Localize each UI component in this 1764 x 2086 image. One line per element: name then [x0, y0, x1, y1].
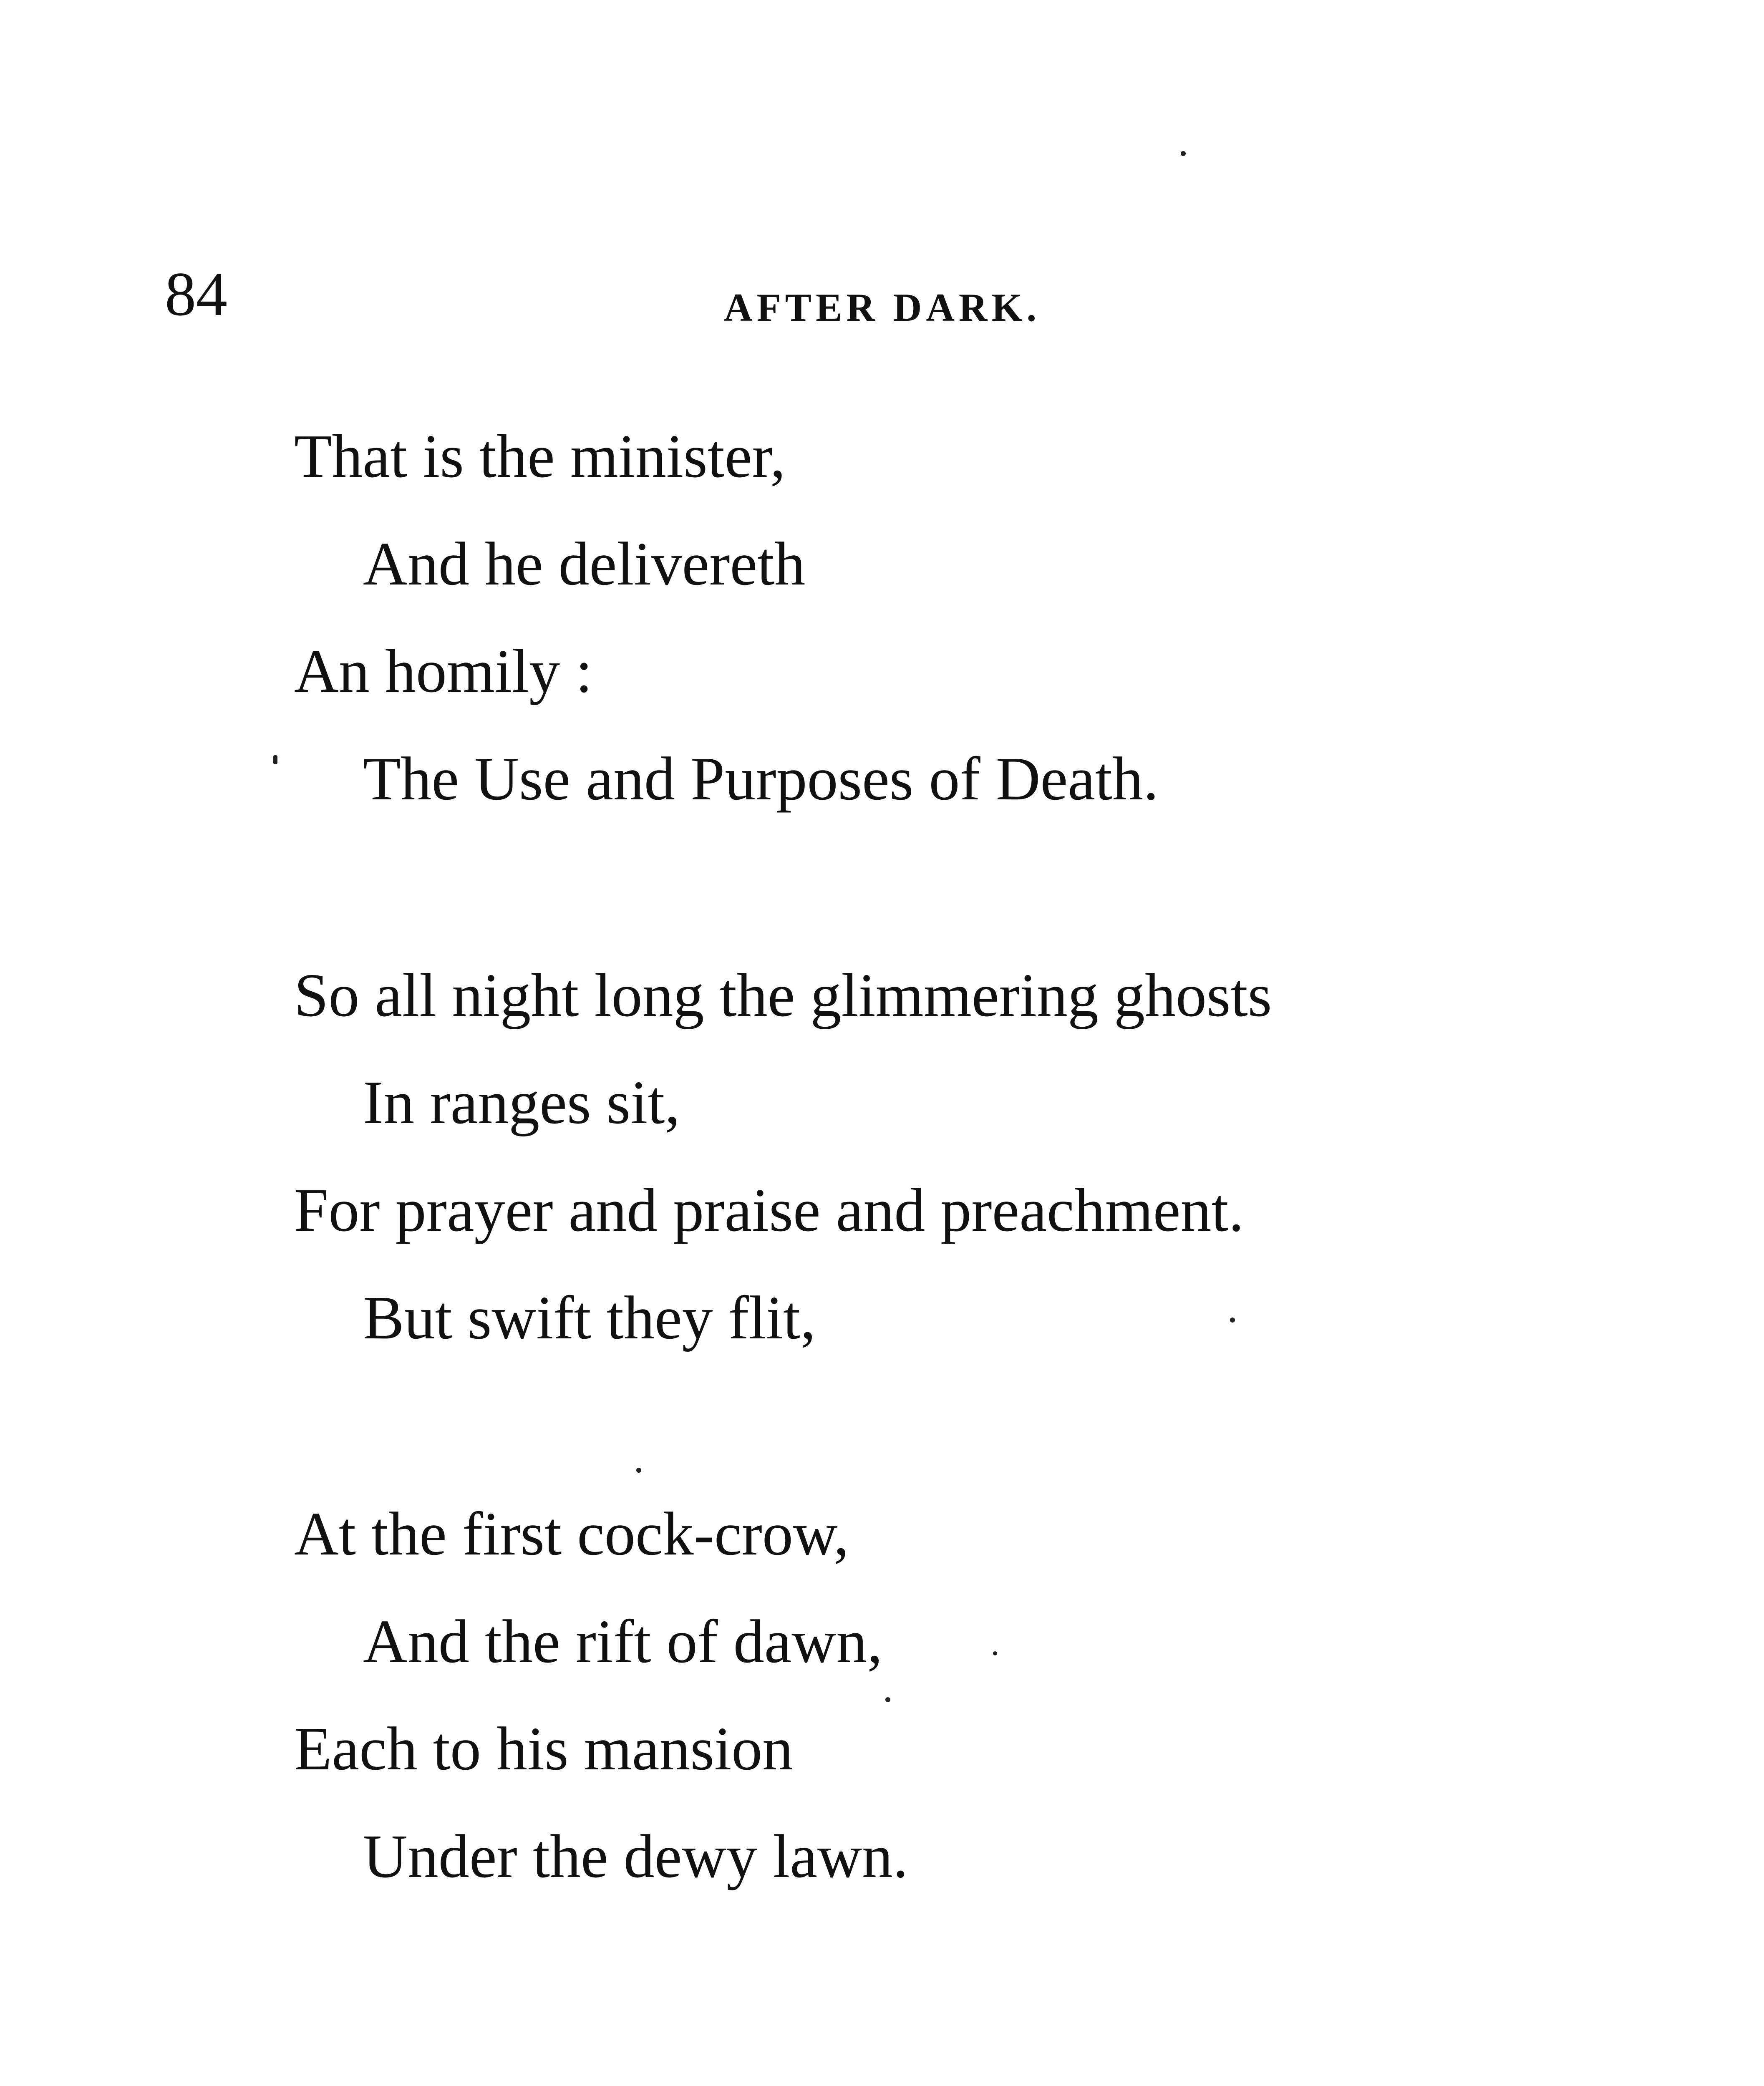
scan-speck [1181, 151, 1186, 156]
poem-line: And the rift of dawn, [363, 1607, 883, 1676]
poem-line: For prayer and praise and preachment. [294, 1176, 1244, 1245]
scan-speck [885, 1697, 890, 1702]
poem-line: An homily : [294, 637, 593, 705]
poem-line: That is the minister, [294, 422, 786, 491]
poem-line: In ranges sit, [363, 1068, 680, 1137]
poem-line: At the first cock-crow, [294, 1500, 849, 1568]
poem-line: And he delivereth [363, 530, 806, 598]
scan-speck [993, 1651, 997, 1655]
scan-speck [636, 1468, 641, 1473]
scan-speck [273, 755, 277, 764]
poem-line: Each to his mansion [294, 1715, 794, 1783]
poem-line: So all night long the glimmering ghosts [294, 961, 1272, 1030]
poem-line: The Use and Purposes of Death. [363, 745, 1159, 813]
page-number: 84 [165, 259, 227, 329]
poem-line: Under the dewy lawn. [363, 1822, 908, 1891]
running-head: AFTER DARK. [724, 285, 1041, 330]
poem-line: But swift they flit, [363, 1284, 816, 1352]
scan-speck [1230, 1318, 1235, 1323]
